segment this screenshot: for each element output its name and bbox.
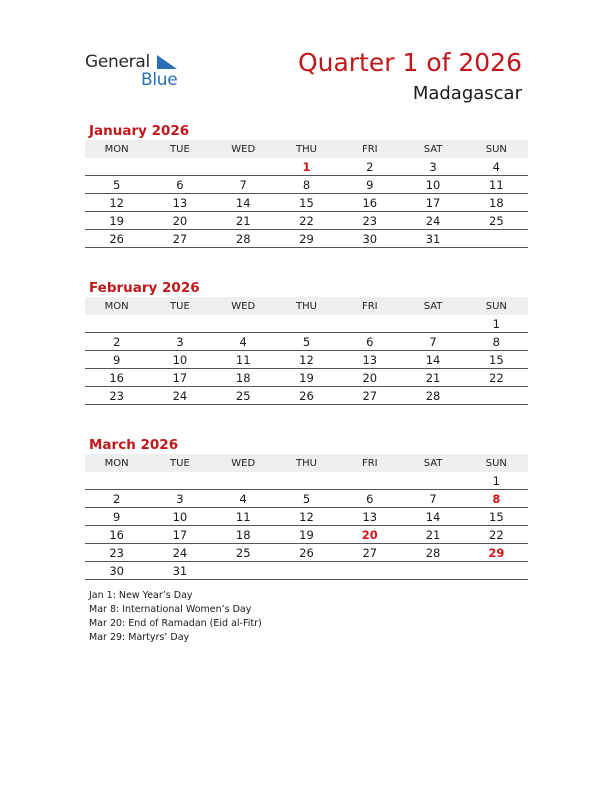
holiday-note: Mar 20: End of Ramadan (Eid al-Fitr) bbox=[89, 618, 262, 629]
day-cell: 8 bbox=[275, 176, 338, 194]
day-cell: 13 bbox=[338, 508, 401, 526]
month-calendar-february bbox=[85, 279, 528, 405]
week-row bbox=[85, 194, 528, 212]
week-row bbox=[85, 544, 528, 562]
day-cell: 1 bbox=[465, 472, 528, 490]
week-row bbox=[85, 526, 528, 544]
day-cell: 5 bbox=[85, 176, 148, 194]
empty-day-cell bbox=[212, 562, 275, 580]
week-row bbox=[85, 508, 528, 526]
empty-day-cell bbox=[338, 315, 401, 333]
day-cell: 19 bbox=[275, 369, 338, 387]
empty-day-cell bbox=[465, 230, 528, 248]
day-cell: 24 bbox=[401, 212, 464, 230]
logo-text-blue: Blue bbox=[141, 70, 178, 90]
day-cell: 22 bbox=[275, 212, 338, 230]
weekday-header: FRI bbox=[338, 297, 401, 315]
empty-day-cell bbox=[275, 472, 338, 490]
day-cell: 19 bbox=[275, 526, 338, 544]
day-cell: 2 bbox=[85, 333, 148, 351]
day-cell: 14 bbox=[401, 508, 464, 526]
day-cell: 13 bbox=[148, 194, 211, 212]
day-cell: 19 bbox=[85, 212, 148, 230]
day-cell: 23 bbox=[85, 544, 148, 562]
day-cell: 15 bbox=[465, 508, 528, 526]
day-cell: 20 bbox=[148, 212, 211, 230]
day-cell: 8 bbox=[465, 333, 528, 351]
month-calendar-march bbox=[85, 436, 528, 580]
day-cell: 20 bbox=[338, 526, 401, 544]
day-cell: 21 bbox=[401, 526, 464, 544]
weekday-header: WED bbox=[212, 297, 275, 315]
day-cell: 28 bbox=[401, 387, 464, 405]
month-title: January 2026 bbox=[89, 123, 190, 139]
month-title: February 2026 bbox=[89, 280, 200, 296]
weekday-header: THU bbox=[275, 454, 338, 472]
logo-text-general: General bbox=[85, 52, 150, 72]
day-cell: 26 bbox=[275, 387, 338, 405]
weekday-header: MON bbox=[85, 140, 148, 158]
day-cell: 20 bbox=[338, 369, 401, 387]
weekday-header: SUN bbox=[465, 297, 528, 315]
day-cell: 21 bbox=[401, 369, 464, 387]
empty-day-cell bbox=[85, 472, 148, 490]
day-cell: 3 bbox=[401, 158, 464, 176]
empty-day-cell bbox=[85, 315, 148, 333]
day-cell: 25 bbox=[212, 387, 275, 405]
weekday-header: SUN bbox=[465, 454, 528, 472]
day-cell: 6 bbox=[338, 490, 401, 508]
weekday-header: TUE bbox=[148, 454, 211, 472]
empty-day-cell bbox=[148, 315, 211, 333]
day-cell: 1 bbox=[275, 158, 338, 176]
day-cell: 4 bbox=[212, 333, 275, 351]
empty-day-cell bbox=[85, 158, 148, 176]
day-cell: 7 bbox=[212, 176, 275, 194]
day-cell: 30 bbox=[338, 230, 401, 248]
calendar-table bbox=[85, 140, 528, 248]
day-cell: 26 bbox=[275, 544, 338, 562]
empty-day-cell bbox=[338, 472, 401, 490]
day-cell: 24 bbox=[148, 387, 211, 405]
day-cell: 17 bbox=[148, 369, 211, 387]
day-cell: 12 bbox=[85, 194, 148, 212]
day-cell: 29 bbox=[465, 544, 528, 562]
weekday-header-row bbox=[85, 297, 528, 315]
day-cell: 7 bbox=[401, 490, 464, 508]
calendar-table bbox=[85, 297, 528, 405]
day-cell: 26 bbox=[85, 230, 148, 248]
day-cell: 3 bbox=[148, 490, 211, 508]
weekday-header: SAT bbox=[401, 454, 464, 472]
day-cell: 10 bbox=[401, 176, 464, 194]
week-row bbox=[85, 472, 528, 490]
page-title: Quarter 1 of 2026 bbox=[297, 48, 522, 77]
day-cell: 31 bbox=[148, 562, 211, 580]
week-row bbox=[85, 490, 528, 508]
weekday-header: FRI bbox=[338, 454, 401, 472]
day-cell: 18 bbox=[212, 369, 275, 387]
day-cell: 17 bbox=[401, 194, 464, 212]
day-cell: 5 bbox=[275, 333, 338, 351]
day-cell: 10 bbox=[148, 351, 211, 369]
weekday-header: SAT bbox=[401, 297, 464, 315]
day-cell: 14 bbox=[212, 194, 275, 212]
week-row bbox=[85, 176, 528, 194]
day-cell: 6 bbox=[338, 333, 401, 351]
weekday-header: FRI bbox=[338, 140, 401, 158]
holiday-note: Mar 8: International Women’s Day bbox=[89, 604, 252, 615]
weekday-header: TUE bbox=[148, 140, 211, 158]
weekday-header: SAT bbox=[401, 140, 464, 158]
day-cell: 22 bbox=[465, 369, 528, 387]
day-cell: 27 bbox=[338, 387, 401, 405]
empty-day-cell bbox=[212, 315, 275, 333]
day-cell: 14 bbox=[401, 351, 464, 369]
empty-day-cell bbox=[275, 562, 338, 580]
day-cell: 13 bbox=[338, 351, 401, 369]
holiday-note: Mar 29: Martyrs’ Day bbox=[89, 632, 190, 643]
day-cell: 2 bbox=[85, 490, 148, 508]
day-cell: 29 bbox=[275, 230, 338, 248]
day-cell: 15 bbox=[275, 194, 338, 212]
empty-day-cell bbox=[401, 562, 464, 580]
day-cell: 10 bbox=[148, 508, 211, 526]
calendar-table bbox=[85, 454, 528, 580]
day-cell: 27 bbox=[338, 544, 401, 562]
empty-day-cell bbox=[275, 315, 338, 333]
holiday-note: Jan 1: New Year’s Day bbox=[89, 590, 193, 601]
empty-day-cell bbox=[465, 562, 528, 580]
day-cell: 9 bbox=[338, 176, 401, 194]
empty-day-cell bbox=[148, 472, 211, 490]
day-cell: 16 bbox=[85, 526, 148, 544]
week-row bbox=[85, 212, 528, 230]
logo-triangle-icon bbox=[157, 55, 179, 71]
empty-day-cell bbox=[465, 387, 528, 405]
day-cell: 8 bbox=[465, 490, 528, 508]
day-cell: 27 bbox=[148, 230, 211, 248]
day-cell: 28 bbox=[212, 230, 275, 248]
day-cell: 22 bbox=[465, 526, 528, 544]
day-cell: 17 bbox=[148, 526, 211, 544]
day-cell: 4 bbox=[212, 490, 275, 508]
weekday-header: WED bbox=[212, 140, 275, 158]
day-cell: 3 bbox=[148, 333, 211, 351]
day-cell: 1 bbox=[465, 315, 528, 333]
day-cell: 11 bbox=[212, 351, 275, 369]
day-cell: 16 bbox=[85, 369, 148, 387]
day-cell: 16 bbox=[338, 194, 401, 212]
month-title: March 2026 bbox=[89, 437, 179, 453]
empty-day-cell bbox=[401, 315, 464, 333]
day-cell: 2 bbox=[338, 158, 401, 176]
holiday-notes bbox=[89, 589, 262, 645]
weekday-header-row bbox=[85, 140, 528, 158]
day-cell: 15 bbox=[465, 351, 528, 369]
weekday-header: TUE bbox=[148, 297, 211, 315]
weekday-header: THU bbox=[275, 140, 338, 158]
day-cell: 12 bbox=[275, 508, 338, 526]
week-row bbox=[85, 387, 528, 405]
day-cell: 25 bbox=[212, 544, 275, 562]
weekday-header: SUN bbox=[465, 140, 528, 158]
week-row bbox=[85, 333, 528, 351]
weekday-header: WED bbox=[212, 454, 275, 472]
weekday-header: THU bbox=[275, 297, 338, 315]
day-cell: 7 bbox=[401, 333, 464, 351]
day-cell: 31 bbox=[401, 230, 464, 248]
day-cell: 11 bbox=[465, 176, 528, 194]
weekday-header: MON bbox=[85, 454, 148, 472]
day-cell: 25 bbox=[465, 212, 528, 230]
week-row bbox=[85, 158, 528, 176]
day-cell: 9 bbox=[85, 351, 148, 369]
week-row bbox=[85, 369, 528, 387]
day-cell: 18 bbox=[212, 526, 275, 544]
day-cell: 24 bbox=[148, 544, 211, 562]
country-name: Madagascar bbox=[412, 83, 522, 104]
empty-day-cell bbox=[212, 472, 275, 490]
weekday-header-row bbox=[85, 454, 528, 472]
empty-day-cell bbox=[401, 472, 464, 490]
day-cell: 5 bbox=[275, 490, 338, 508]
empty-day-cell bbox=[148, 158, 211, 176]
day-cell: 23 bbox=[85, 387, 148, 405]
week-row bbox=[85, 230, 528, 248]
day-cell: 30 bbox=[85, 562, 148, 580]
day-cell: 11 bbox=[212, 508, 275, 526]
empty-day-cell bbox=[338, 562, 401, 580]
week-row bbox=[85, 562, 528, 580]
weekday-header: MON bbox=[85, 297, 148, 315]
generalblue-logo bbox=[85, 52, 185, 92]
day-cell: 12 bbox=[275, 351, 338, 369]
empty-day-cell bbox=[212, 158, 275, 176]
month-calendar-january bbox=[85, 122, 528, 248]
day-cell: 28 bbox=[401, 544, 464, 562]
day-cell: 9 bbox=[85, 508, 148, 526]
week-row bbox=[85, 351, 528, 369]
day-cell: 6 bbox=[148, 176, 211, 194]
day-cell: 23 bbox=[338, 212, 401, 230]
day-cell: 4 bbox=[465, 158, 528, 176]
week-row bbox=[85, 315, 528, 333]
day-cell: 21 bbox=[212, 212, 275, 230]
day-cell: 18 bbox=[465, 194, 528, 212]
